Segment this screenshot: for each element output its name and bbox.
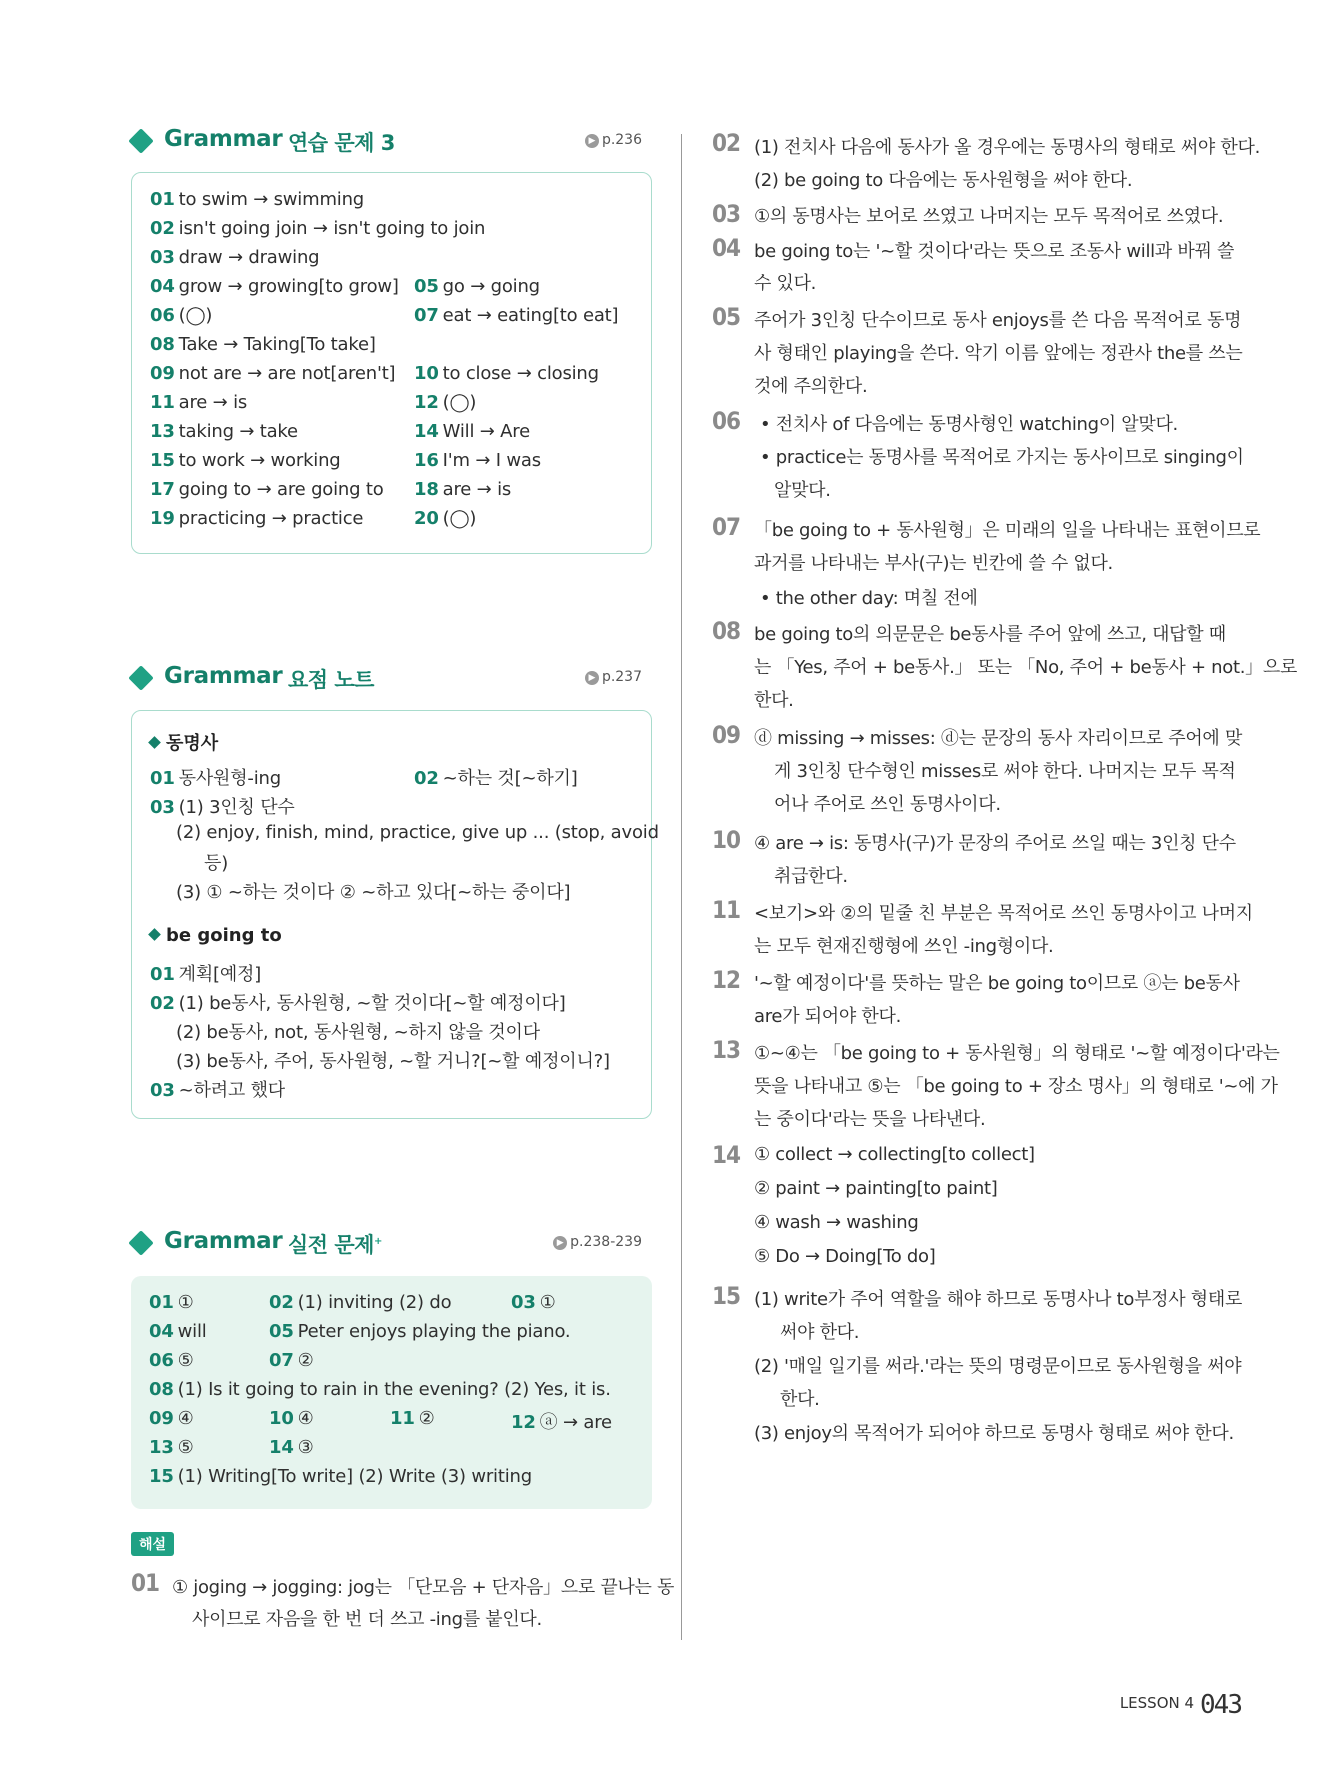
explanation-number: 02 [712, 129, 741, 157]
list-item: 17 going to → are going to [150, 479, 384, 500]
list-item: 01 to swim → swimming [150, 189, 365, 210]
list-item: 20 (◯) [414, 508, 477, 529]
answer-item: 09 ④ [149, 1408, 194, 1429]
section-header-practice3 [130, 126, 652, 158]
explanation-line: 는 중이다'라는 뜻을 나타낸다. [754, 1109, 986, 1130]
section-brand: Grammar [164, 663, 283, 689]
explanation-line: • practice는 동명사를 목적어로 가지는 동사이므로 singing이 [760, 447, 1244, 468]
explanation-line: '~할 예정이다'를 뜻하는 말은 be going to이므로 ⓐ는 be동사 [754, 973, 1240, 994]
column-divider [681, 134, 682, 1640]
explanation-line: • the other day: 며칠 전에 [760, 588, 978, 609]
explanation-number: 12 [712, 966, 741, 994]
list-item: 11 are → is [150, 392, 248, 413]
explanation-line: be going to의 의문문은 be동사를 주어 앞에 쓰고, 대답할 때 [754, 624, 1226, 645]
explanation-number: 10 [712, 826, 741, 854]
answer-item: 13 ⑤ [149, 1437, 194, 1458]
section-title: 요점 노트 [288, 668, 374, 692]
explanation-line: 한다. [754, 690, 794, 711]
answer-item: 06 ⑤ [149, 1350, 194, 1371]
explanation-line: 과거를 나타내는 부사(구)는 빈칸에 쓸 수 없다. [754, 553, 1113, 574]
diamond-bullet-icon [128, 128, 153, 153]
answer-item: 02 (1) inviting (2) do [269, 1292, 452, 1313]
note-item: 01 계획[예정] [150, 964, 262, 985]
explanation-line: 써야 한다. [780, 1322, 860, 1343]
list-item: 06 (◯) [150, 305, 213, 326]
explanation-number: 05 [712, 303, 741, 331]
explanation-number: 03 [712, 200, 741, 228]
explanation-number: 06 [712, 407, 741, 435]
note-line: 등) [204, 853, 229, 874]
note-line: (3) ① ~하는 것이다 ② ~하고 있다[~하는 중이다] [176, 882, 571, 903]
answer-item: 07 ② [269, 1350, 314, 1371]
explanation-number: 15 [712, 1282, 741, 1310]
explanation-line: are가 되어야 한다. [754, 1006, 902, 1027]
answer-item: 15 (1) Writing[To write] (2) Write (3) writing [149, 1466, 532, 1487]
note-item: 03 (1) 3인칭 단수 [150, 797, 295, 818]
list-item: 16 I'm → I was [414, 450, 541, 471]
section-brand: Grammar [164, 1228, 283, 1254]
explanation-line: 뜻을 나타내고 ⑤는 「be going to + 장소 명사」의 형태로 '~에 가 [754, 1076, 1278, 1097]
answer-item: 05 Peter enjoys playing the piano. [269, 1321, 571, 1342]
explanation-number: 13 [712, 1036, 741, 1064]
list-item: 10 to close → closing [414, 363, 599, 384]
be-going-to-subheading: be going to [150, 925, 282, 946]
page-reference: ▶ p.236 [585, 132, 642, 148]
note-line: (2) be동사, not, 동사원형, ~하지 않을 것이다 [176, 1022, 540, 1043]
list-item: 14 Will → Are [414, 421, 530, 442]
answer-item: 08 (1) Is it going to rain in the evening? (2) Yes, it is. [149, 1379, 611, 1400]
explanation-line: (2) be going to 다음에는 동사원형을 써야 한다. [754, 170, 1133, 191]
list-item: 05 go → going [414, 276, 540, 297]
gerund-subheading: 동명사 [150, 729, 218, 755]
explanation-number: 07 [712, 513, 741, 541]
real-answers-box [131, 1276, 652, 1509]
explanation-line: 사이므로 자음을 한 번 더 쓰고 -ing를 붙인다. [192, 1609, 542, 1630]
note-item: 03 ~하려고 했다 [150, 1080, 285, 1101]
answer-item: 14 ③ [269, 1437, 314, 1458]
explanation-line: (1) write가 주어 역할을 해야 하므로 동명사나 to부정사 형태로 [754, 1289, 1243, 1310]
circle-arrow-icon: ▶ [585, 134, 599, 148]
answer-item: 03 ① [511, 1292, 556, 1313]
list-item: 12 (◯) [414, 392, 477, 413]
explanation-number: 01 [131, 1569, 160, 1597]
explanation-number: 14 [712, 1141, 741, 1169]
explanation-line: ⑤ Do → Doing[To do] [754, 1246, 936, 1267]
explanation-line: (1) 전치사 다음에 동사가 올 경우에는 동명사의 형태로 써야 한다. [754, 137, 1261, 158]
answer-item: 10 ④ [269, 1408, 314, 1429]
list-item: 03 draw → drawing [150, 247, 320, 268]
explanation-line: 사 형태인 playing을 쓴다. 악기 이름 앞에는 정관사 the를 쓰는 [754, 343, 1243, 364]
list-item: 15 to work → working [150, 450, 341, 471]
explanation-line: 것에 주의한다. [754, 376, 868, 397]
explanation-number: 04 [712, 234, 741, 262]
explanation-line: ①~④는 「be going to + 동사원형」의 형태로 '~할 예정이다'라는 [754, 1043, 1280, 1064]
answer-item: 01 ① [149, 1292, 194, 1313]
note-line: (3) be동사, 주어, 동사원형, ~할 거니?[~할 예정이니?] [176, 1051, 610, 1072]
explanation-line: 는 모두 현재진행형에 쓰인 -ing형이다. [754, 936, 1054, 957]
explanation-line: (3) enjoy의 목적어가 되어야 하므로 동명사 형태로 써야 한다. [754, 1423, 1234, 1444]
explanation-tag: 해설 [131, 1532, 174, 1556]
note-line: (2) enjoy, finish, mind, practice, give up ... (stop, avoid [176, 822, 659, 843]
list-item: 07 eat → eating[to eat] [414, 305, 619, 326]
explanation-line: 취급한다. [774, 866, 848, 887]
explanation-line: be going to는 '~할 것이다'라는 뜻으로 조동사 will과 바꿔 쓸 [754, 241, 1235, 262]
list-item: 13 taking → take [150, 421, 298, 442]
note-item: 02 ~하는 것[~하기] [414, 768, 578, 789]
explanation-line: ① collect → collecting[to collect] [754, 1144, 1035, 1165]
explanation-number: 11 [712, 896, 741, 924]
section-header-notes [130, 663, 652, 695]
explanation-line: 수 있다. [754, 273, 817, 294]
diamond-bullet-icon [148, 928, 161, 941]
diamond-bullet-icon [128, 665, 153, 690]
explanation-line: 게 3인칭 단수형인 misses로 써야 한다. 나머지는 모두 목적 [774, 761, 1236, 782]
explanation-line: 한다. [780, 1389, 820, 1410]
section-title: 실전 문제+ [288, 1233, 382, 1257]
explanation-line: ② paint → painting[to paint] [754, 1178, 998, 1199]
explanation-line: 는 「Yes, 주어 + be동사.」 또는 「No, 주어 + be동사 + not.」으로 [754, 657, 1298, 678]
explanation-line: 어나 주어로 쓰인 동명사이다. [774, 794, 1001, 815]
explanation-number: 09 [712, 721, 741, 749]
list-item: 02 isn't going join → isn't going to join [150, 218, 486, 239]
diamond-bullet-icon [128, 1230, 153, 1255]
notes-box [131, 710, 659, 1119]
explanation-line: ① joging → jogging: jog는 「단모음 + 단자음」으로 끝나는 동 [172, 1577, 675, 1598]
note-item: 02 (1) be동사, 동사원형, ~할 것이다[~할 예정이다] [150, 993, 566, 1014]
practice3-answer-box [131, 172, 652, 554]
explanation-line: 주어가 3인칭 단수이므로 동사 enjoys를 쓴 다음 목적어로 동명 [754, 310, 1242, 331]
page-reference: ▶ p.238-239 [553, 1234, 642, 1250]
explanation-line: ④ wash → washing [754, 1212, 919, 1233]
answer-item: 12 ⓐ → are [511, 1412, 612, 1433]
page-footer [1120, 1690, 1241, 1720]
diamond-bullet-icon [148, 736, 161, 749]
list-item: 18 are → is [414, 479, 512, 500]
explanation-line: <보기>와 ②의 밑줄 친 부분은 목적어로 쓰인 동명사이고 나머지 [754, 903, 1253, 924]
lesson-label: LESSON 4 [1119, 1694, 1195, 1712]
explanation-line: ①의 동명사는 보어로 쓰였고 나머지는 모두 목적어로 쓰였다. [754, 206, 1224, 227]
section-title: 연습 문제 3 [288, 131, 395, 155]
explanation-line: (2) '매일 일기를 써라.'라는 뜻의 명령문이므로 동사원형을 써야 [754, 1356, 1242, 1377]
section-header-real [130, 1228, 652, 1260]
explanation-line: 「be going to + 동사원형」은 미래의 일을 나타내는 표현이므로 [754, 520, 1261, 541]
explanation-line: • 전치사 of 다음에는 동명사형인 watching이 알맞다. [760, 414, 1178, 435]
page-number: 043 [1200, 1690, 1241, 1720]
circle-arrow-icon: ▶ [585, 671, 599, 685]
circle-arrow-icon: ▶ [553, 1236, 567, 1250]
explanation-line: ④ are → is: 동명사(구)가 문장의 주어로 쓰일 때는 3인칭 단수 [754, 833, 1236, 854]
explanation-line: ⓓ missing → misses: ⓓ는 문장의 동사 자리이므로 주어에 맞 [754, 728, 1243, 749]
note-item: 01 동사원형-ing [150, 768, 281, 789]
answer-item: 11 ② [390, 1408, 435, 1429]
list-item: 09 not are → are not[aren't] [150, 363, 396, 384]
list-item: 08 Take → Taking[To take] [150, 334, 376, 355]
page-reference: ▶ p.237 [585, 669, 642, 685]
section-brand: Grammar [164, 126, 283, 152]
explanation-line: 알맞다. [774, 480, 831, 501]
explanation-number: 08 [712, 617, 741, 645]
list-item: 04 grow → growing[to grow] [150, 276, 399, 297]
answer-item: 04 will [149, 1321, 207, 1342]
list-item: 19 practicing → practice [150, 508, 364, 529]
